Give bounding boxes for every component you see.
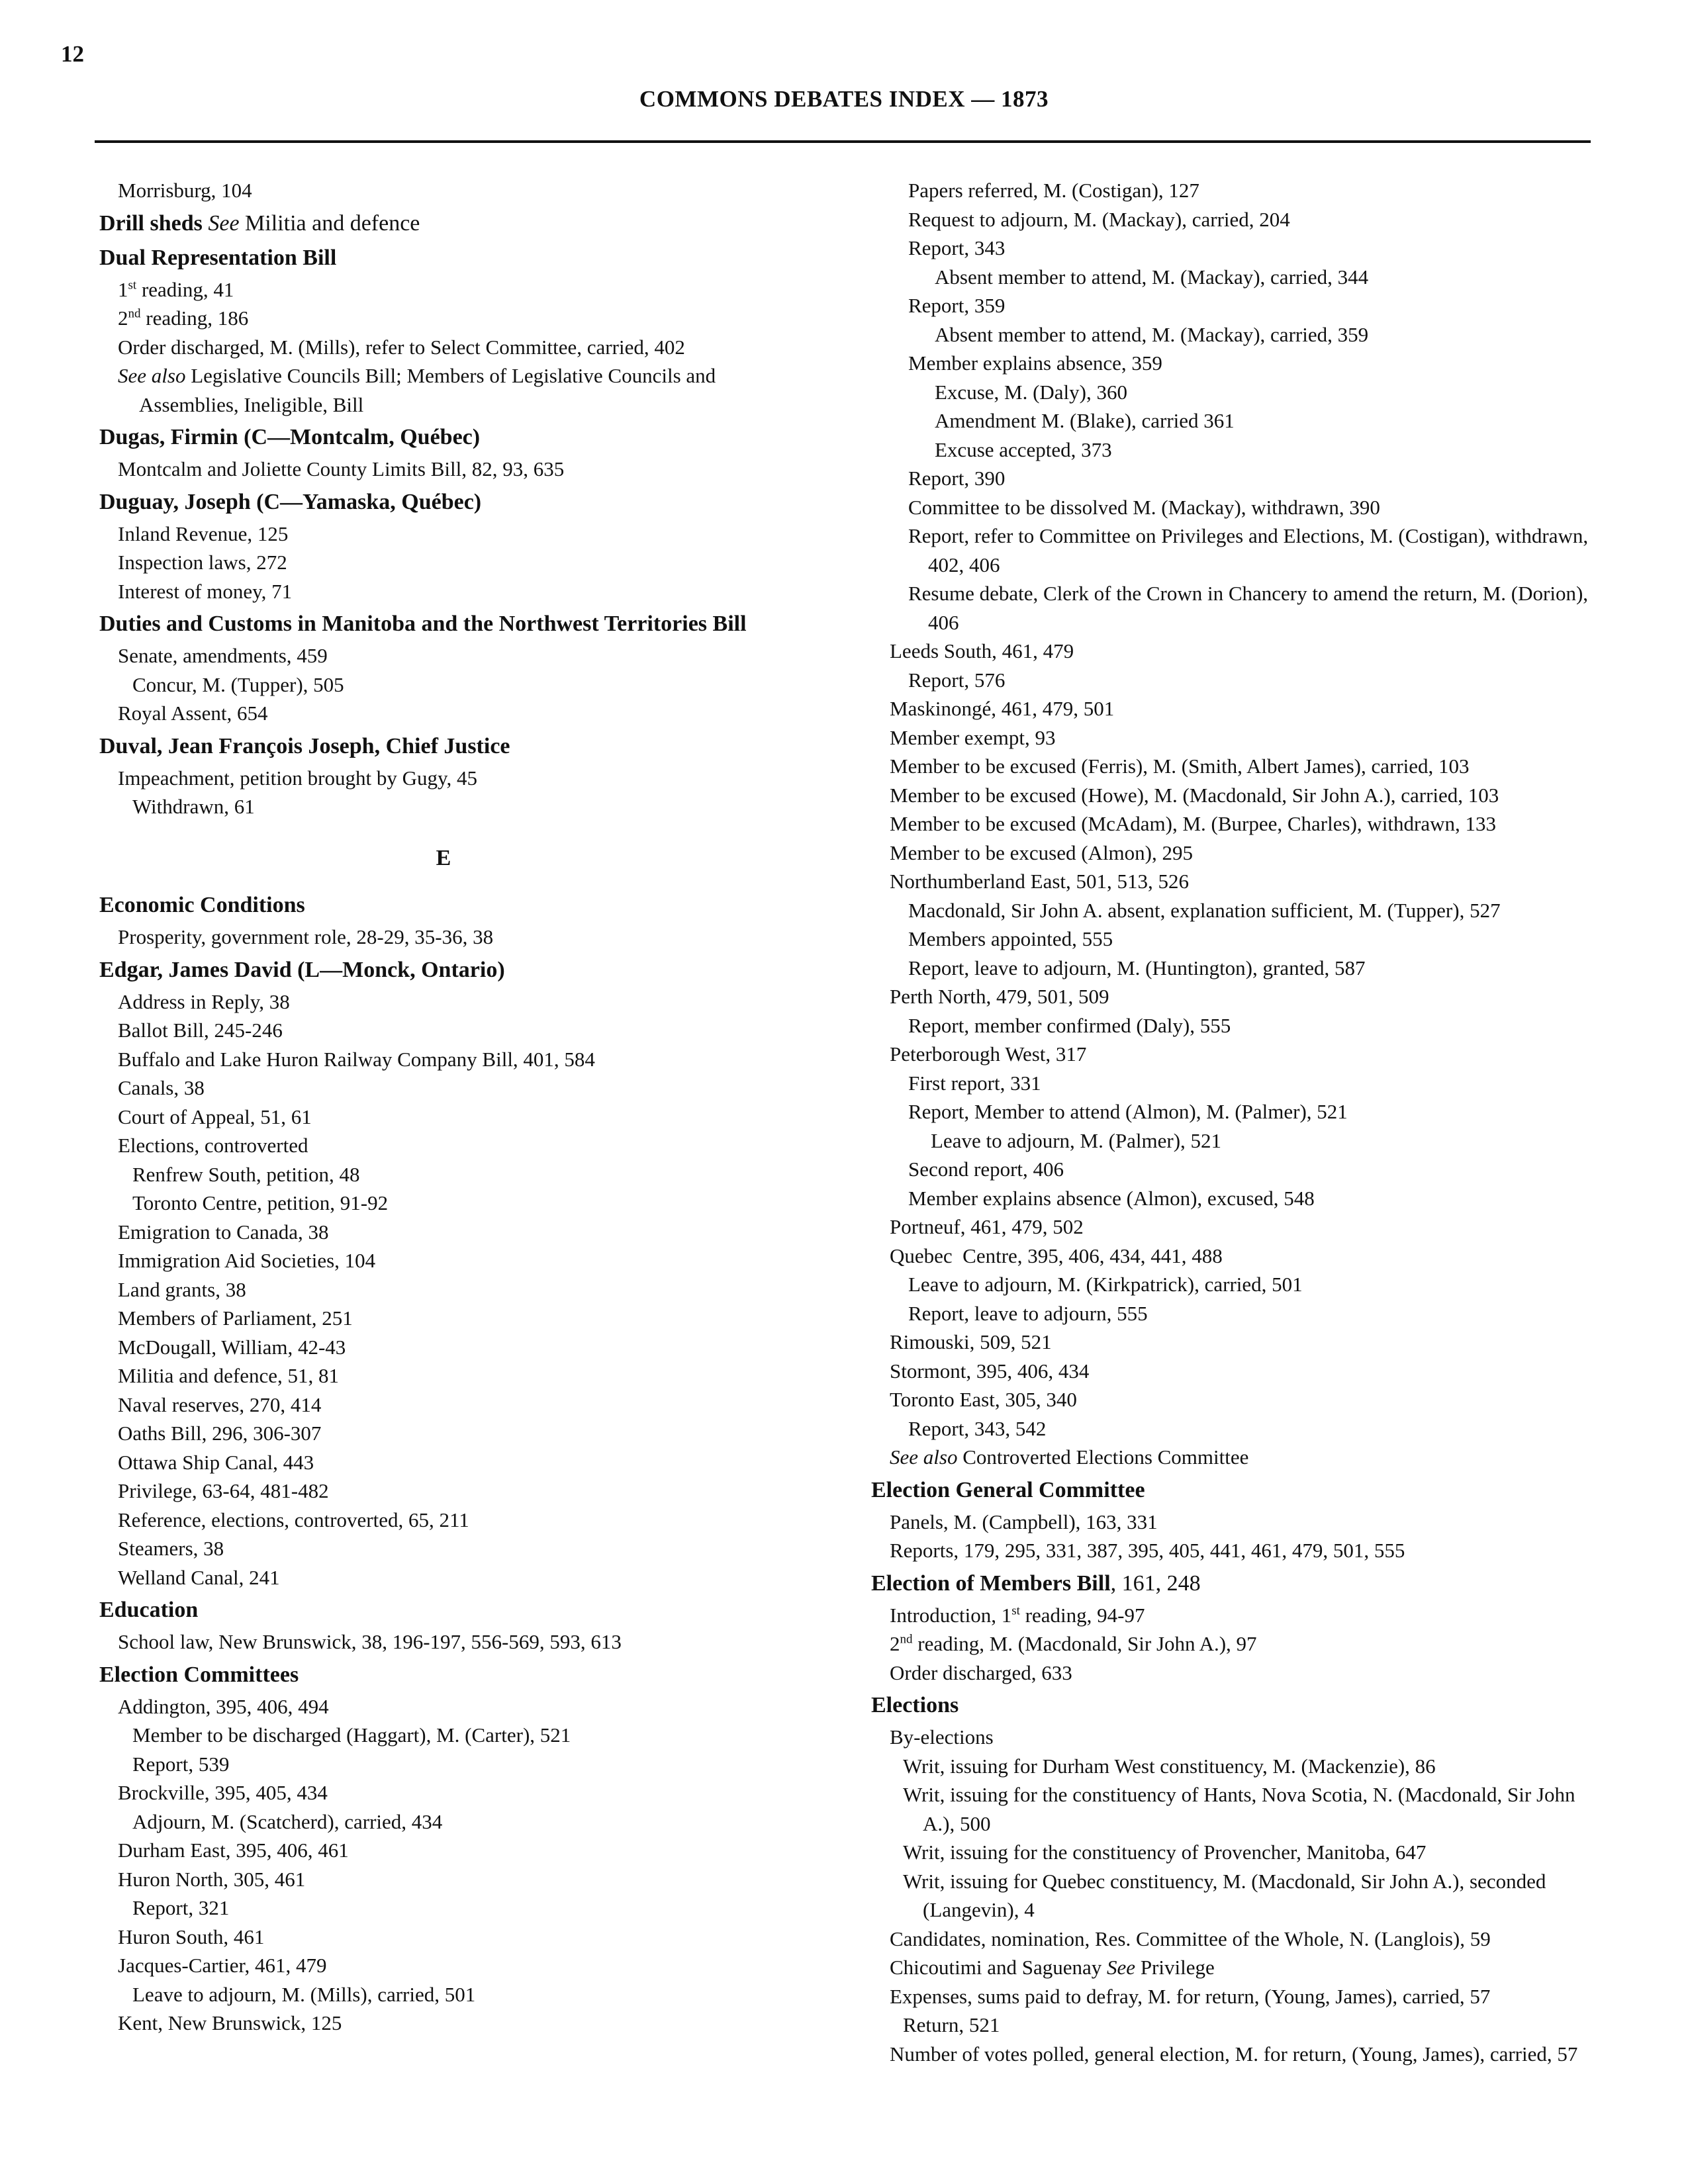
index-entry: Maskinongé, 461, 479, 501 bbox=[890, 697, 1115, 720]
index-subentry: Morrisburg, 104 bbox=[118, 179, 252, 202]
index-subentry: Resume debate, Clerk of the Crown in Chancery to amend the return, M. (Dorion), 406 bbox=[908, 582, 1589, 634]
index-subentry: Ballot Bill, 245-246 bbox=[118, 1019, 283, 1042]
index-entry: Peterborough West, 317 bbox=[890, 1042, 1087, 1066]
index-subentry: Report, leave to adjourn, 555 bbox=[908, 1301, 1148, 1325]
index-subentry: Members of Parliament, 251 bbox=[118, 1306, 353, 1330]
index-subentry: Privilege, 63-64, 481-482 bbox=[118, 1479, 329, 1502]
index-subentry: Report, Member to attend (Almon), M. (Palmer), 521 bbox=[908, 1100, 1348, 1123]
header-rule bbox=[95, 140, 1591, 143]
index-subsubentry: Leave to adjourn, M. (Mills), carried, 501 bbox=[132, 1982, 476, 2006]
index-heading: Dugas, Firmin (C—Montcalm, Québec) bbox=[99, 425, 481, 449]
entry-text: Chicoutimi and Saguenay bbox=[890, 1956, 1102, 1979]
see-reference: See bbox=[1107, 1956, 1136, 1979]
index-subentry: Report, 343 bbox=[908, 236, 1006, 259]
index-subentry: Land grants, 38 bbox=[118, 1277, 246, 1301]
index-subentry: Return, 521 bbox=[903, 2013, 1000, 2036]
entry-text: reading, M. (Macdonald, Sir John A.), 97 bbox=[912, 1632, 1257, 1655]
index-subentry: Report, 390 bbox=[908, 467, 1006, 490]
index-subentry: Steamers, 38 bbox=[118, 1537, 224, 1560]
index-subentry: First report, 331 bbox=[908, 1071, 1041, 1095]
reading-number: 2 bbox=[118, 306, 128, 330]
see-also-target: Controverted Elections Committee bbox=[962, 1445, 1249, 1469]
index-subentry: Report, 343, 542 bbox=[908, 1416, 1047, 1440]
index-subsubentry: Report, 539 bbox=[132, 1752, 230, 1776]
see-reference: See bbox=[208, 210, 240, 236]
index-subentry: Writ, issuing for the constituency of Hants, Nova Scotia, N. (Macdonald, Sir John A.), 500 bbox=[903, 1783, 1575, 1835]
index-subentry: Jacques-Cartier, 461, 479 bbox=[118, 1954, 327, 1977]
index-subentry: Papers referred, M. (Costigan), 127 bbox=[908, 179, 1199, 202]
index-entry: Member to be excused (Howe), M. (Macdonald, Sir John A.), carried, 103 bbox=[890, 783, 1499, 807]
index-subentry: Address in Reply, 38 bbox=[118, 989, 290, 1013]
index-subentry: Reference, elections, controverted, 65, 211 bbox=[118, 1508, 469, 1531]
reading-number: 1 bbox=[118, 277, 128, 301]
index-heading: Edgar, James David (L—Monck, Ontario) bbox=[99, 957, 505, 982]
page-number: 12 bbox=[61, 41, 84, 67]
index-subsubentry: Adjourn, M. (Scatcherd), carried, 434 bbox=[132, 1809, 443, 1833]
index-entry bbox=[890, 1629, 1591, 1659]
reading-text: reading, 41 bbox=[136, 277, 234, 301]
index-heading bbox=[99, 208, 788, 240]
index-entry bbox=[890, 1443, 1591, 1472]
index-subentry: Committee to be dissolved M. (Mackay), withdrawn, 390 bbox=[908, 495, 1380, 519]
index-entry: Northumberland East, 501, 513, 526 bbox=[890, 870, 1190, 893]
index-entry: Member to be excused (Ferris), M. (Smith, Albert James), carried, 103 bbox=[890, 754, 1470, 778]
index-subentry: School law, New Brunswick, 38, 196-197, 556-569, 593, 613 bbox=[118, 1630, 622, 1653]
index-entry: Member to be excused (McAdam), M. (Burpee, Charles), withdrawn, 133 bbox=[890, 812, 1496, 835]
index-subentry: Kent, New Brunswick, 125 bbox=[118, 2011, 342, 2034]
index-subentry: Report, 576 bbox=[908, 668, 1006, 692]
see-also-reference: See also bbox=[118, 364, 186, 387]
index-subentry: Canals, 38 bbox=[118, 1076, 205, 1099]
index-entry: Portneuf, 461, 479, 502 bbox=[890, 1215, 1084, 1238]
see-also-reference: See also bbox=[890, 1445, 958, 1469]
index-column-right bbox=[871, 176, 1591, 2068]
index-subentry bbox=[99, 304, 788, 333]
index-entry: Expenses, sums paid to defray, M. for return, (Young, James), carried, 57 bbox=[890, 1984, 1491, 2008]
index-subentry: Report, member confirmed (Daly), 555 bbox=[908, 1013, 1231, 1037]
index-subentry: Elections, controverted bbox=[118, 1134, 308, 1157]
index-subentry: Brockville, 395, 405, 434 bbox=[118, 1781, 328, 1804]
index-subsubentry: Toronto Centre, petition, 91-92 bbox=[132, 1191, 389, 1214]
index-subentry: Oaths Bill, 296, 306-307 bbox=[118, 1422, 322, 1445]
index-subentry: Prosperity, government role, 28-29, 35-36, 38 bbox=[118, 925, 494, 948]
index-subentry: Writ, issuing for Quebec constituency, M. (Macdonald, Sir John A.), seconded (Langevin), 4 bbox=[903, 1869, 1546, 1921]
ordinal-suffix: nd bbox=[128, 306, 141, 321]
index-heading: Dual Representation Bill bbox=[99, 245, 337, 270]
index-heading: Economic Conditions bbox=[99, 893, 305, 917]
index-entry: Member exempt, 93 bbox=[890, 725, 1056, 749]
index-subentry: Impeachment, petition brought by Gugy, 45 bbox=[118, 766, 477, 790]
index-heading: Duguay, Joseph (C—Yamaska, Québec) bbox=[99, 489, 482, 514]
index-entry: By-elections bbox=[890, 1725, 994, 1749]
index-subsubentry: Absent member to attend, M. (Mackay), carried, 344 bbox=[935, 265, 1369, 289]
index-entry: Number of votes polled, general election, M. for return, (Young, James), carried, 57 bbox=[890, 2042, 1578, 2066]
see-also-target: Legislative Councils Bill; Members of Legislative Councils and Assemblies, Ineligible, Bill bbox=[139, 364, 716, 416]
index-subentry: Emigration to Canada, 38 bbox=[118, 1220, 329, 1244]
index-heading: Elections bbox=[871, 1693, 959, 1717]
index-subentry: Report, 359 bbox=[908, 294, 1006, 317]
index-entry bbox=[890, 1953, 1591, 1982]
index-subentry: Royal Assent, 654 bbox=[118, 702, 268, 725]
ordinal-suffix: st bbox=[1011, 1604, 1020, 1618]
entry-text: Introduction, 1 bbox=[890, 1603, 1012, 1627]
index-subentry: Militia and defence, 51, 81 bbox=[118, 1364, 340, 1387]
index-subentry: Welland Canal, 241 bbox=[118, 1565, 280, 1589]
index-subentry: Second report, 406 bbox=[908, 1158, 1064, 1181]
index-entry: Leeds South, 461, 479 bbox=[890, 639, 1074, 662]
index-subentry: Leave to adjourn, M. (Kirkpatrick), carried, 501 bbox=[908, 1273, 1303, 1296]
index-subentry: Writ, issuing for the constituency of Provencher, Manitoba, 647 bbox=[903, 1841, 1427, 1864]
index-subentry: Ottawa Ship Canal, 443 bbox=[118, 1450, 314, 1474]
index-subsubentry: Excuse, M. (Daly), 360 bbox=[935, 380, 1127, 404]
index-subsubentry: Withdrawn, 61 bbox=[132, 795, 255, 818]
index-subsubentry: Amendment M. (Blake), carried 361 bbox=[935, 409, 1235, 432]
index-subentry: Naval reserves, 270, 414 bbox=[118, 1392, 322, 1416]
index-subentry: Senate, amendments, 459 bbox=[118, 644, 328, 667]
index-subentry: Members appointed, 555 bbox=[908, 927, 1113, 950]
index-subsubentry: Leave to adjourn, M. (Palmer), 521 bbox=[931, 1128, 1222, 1152]
index-subentry: Inspection laws, 272 bbox=[118, 551, 287, 574]
index-subentry: Huron North, 305, 461 bbox=[118, 1867, 306, 1891]
index-column-left bbox=[99, 176, 788, 2038]
index-heading bbox=[871, 1568, 1591, 1600]
heading-text: Election of Members Bill bbox=[871, 1570, 1111, 1596]
index-subentry: Member explains absence, 359 bbox=[908, 351, 1162, 375]
index-subentry: Addington, 395, 406, 494 bbox=[118, 1694, 329, 1718]
index-heading: Education bbox=[99, 1598, 199, 1622]
index-entry: Candidates, nomination, Res. Committee of the Whole, N. (Langlois), 59 bbox=[890, 1927, 1491, 1950]
index-subentry: Buffalo and Lake Huron Railway Company Bill, 401, 584 bbox=[118, 1047, 595, 1071]
index-subentry: Order discharged, M. (Mills), refer to Select Committee, carried, 402 bbox=[118, 335, 685, 359]
index-subentry: McDougall, William, 42-43 bbox=[118, 1335, 346, 1359]
index-subentry: Huron South, 461 bbox=[118, 1925, 265, 1948]
index-entry: Quebec Centre, 395, 406, 434, 441, 488 bbox=[890, 1244, 1223, 1267]
index-heading: Election General Committee bbox=[871, 1477, 1145, 1502]
index-subentry: Durham East, 395, 406, 461 bbox=[118, 1839, 349, 1862]
running-head: COMMONS DEBATES INDEX — 1873 bbox=[639, 86, 1049, 112]
index-subsubentry: Member to be discharged (Haggart), M. (Carter), 521 bbox=[132, 1723, 571, 1747]
index-entry: Toronto East, 305, 340 bbox=[890, 1388, 1077, 1411]
index-subentry: Interest of money, 71 bbox=[118, 579, 293, 603]
see-target: Privilege bbox=[1140, 1956, 1215, 1979]
index-subentry: Report, refer to Committee on Privileges and Elections, M. (Costigan), withdrawn, 402, 406 bbox=[908, 524, 1589, 576]
index-subentry bbox=[99, 275, 788, 304]
index-subsubentry: Concur, M. (Tupper), 505 bbox=[132, 672, 344, 696]
reading-text: reading, 186 bbox=[140, 306, 249, 330]
ordinal-suffix: nd bbox=[900, 1632, 913, 1647]
entry-text: reading, 94-97 bbox=[1019, 1603, 1145, 1627]
index-heading: Duval, Jean François Joseph, Chief Justice bbox=[99, 733, 510, 758]
ordinal-suffix: st bbox=[128, 278, 137, 293]
index-subentry: Immigration Aid Societies, 104 bbox=[118, 1249, 376, 1272]
index-subentry bbox=[99, 361, 788, 419]
index-subsubentry: Absent member to attend, M. (Mackay), carried, 359 bbox=[935, 322, 1369, 346]
index-entry: Reports, 179, 295, 331, 387, 395, 405, 441, 461, 479, 501, 555 bbox=[890, 1539, 1405, 1562]
index-entry: Perth North, 479, 501, 509 bbox=[890, 985, 1109, 1008]
index-subsubentry: Renfrew South, petition, 48 bbox=[132, 1162, 360, 1186]
index-entry: Member to be excused (Almon), 295 bbox=[890, 841, 1193, 864]
index-subentry: Court of Appeal, 51, 61 bbox=[118, 1105, 312, 1128]
index-subentry: Request to adjourn, M. (Mackay), carried, 204 bbox=[908, 207, 1290, 231]
heading-text: Drill sheds bbox=[99, 210, 203, 236]
index-heading: Duties and Customs in Manitoba and the Northwest Territories Bill bbox=[99, 612, 747, 636]
reading-number: 2 bbox=[890, 1632, 900, 1655]
index-subentry: Montcalm and Joliette County Limits Bill, 82, 93, 635 bbox=[118, 457, 565, 480]
see-target: Militia and defence bbox=[245, 210, 420, 236]
index-entry: Order discharged, 633 bbox=[890, 1661, 1072, 1684]
index-subentry: Writ, issuing for Durham West constituency, M. (Mackenzie), 86 bbox=[903, 1754, 1436, 1778]
index-subentry: Report, leave to adjourn, M. (Huntington), granted, 587 bbox=[908, 956, 1366, 979]
index-entry bbox=[890, 1601, 1591, 1630]
index-subentry: Inland Revenue, 125 bbox=[118, 522, 289, 545]
index-entry: Stormont, 395, 406, 434 bbox=[890, 1359, 1090, 1383]
heading-pages: , 161, 248 bbox=[1110, 1570, 1201, 1596]
index-subsubentry: Report, 321 bbox=[132, 1896, 230, 1919]
index-subentry: Member explains absence (Almon), excused, 548 bbox=[908, 1186, 1315, 1210]
index-entry: Rimouski, 509, 521 bbox=[890, 1330, 1052, 1353]
index-heading: Election Committees bbox=[99, 1662, 299, 1687]
index-subsubentry: Excuse accepted, 373 bbox=[935, 437, 1112, 461]
section-letter: E bbox=[436, 845, 451, 870]
index-subentry: Macdonald, Sir John A. absent, explanation sufficient, M. (Tupper), 527 bbox=[908, 898, 1501, 922]
index-entry: Panels, M. (Campbell), 163, 331 bbox=[890, 1510, 1158, 1533]
